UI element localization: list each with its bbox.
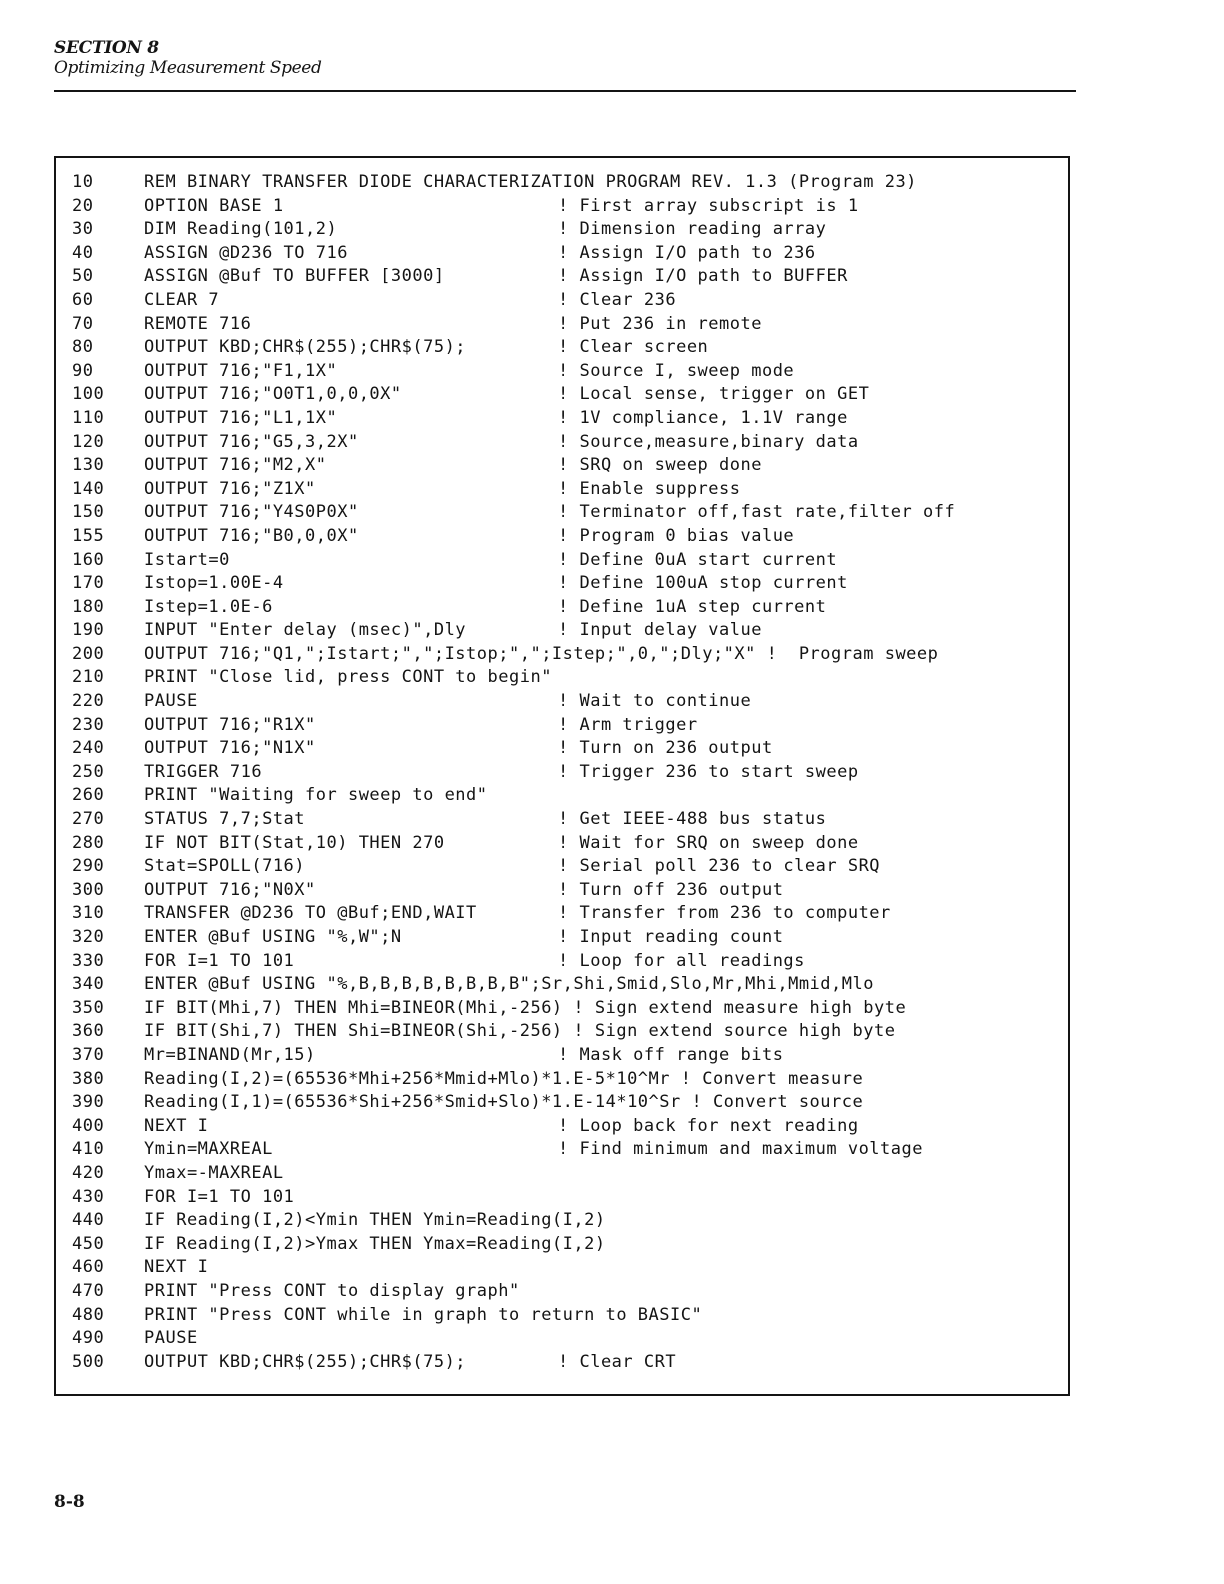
code-line	[56, 808, 1068, 832]
line-comment: ! Define 1uA step current	[558, 596, 827, 617]
line-number: 360	[72, 1021, 105, 1042]
line-number: 110	[72, 407, 105, 428]
line-number: 20	[72, 195, 94, 216]
header-divider	[54, 90, 1076, 92]
line-statement: OUTPUT 716;"B0,0,0X"	[144, 525, 359, 546]
line-comment: ! Input reading count	[558, 927, 784, 947]
code-line	[56, 1115, 1068, 1139]
line-number: 280	[72, 832, 105, 853]
line-statement: OUTPUT 716;"L1,1X"	[144, 407, 338, 428]
line-statement: OUTPUT 716;"N1X"	[144, 738, 316, 759]
code-line	[56, 973, 1068, 997]
line-number: 390	[72, 1092, 105, 1113]
code-line	[56, 1020, 1068, 1044]
line-number: 380	[72, 1068, 105, 1089]
line-number: 50	[72, 266, 94, 287]
line-statement: OUTPUT 716;"F1,1X"	[144, 360, 338, 381]
line-number: 130	[72, 455, 105, 476]
code-line	[56, 926, 1068, 950]
line-number: 410	[72, 1139, 105, 1160]
code-line	[56, 1162, 1068, 1186]
line-statement: ENTER @Buf USING "%,B,B,B,B,B,B,B,B";Sr,Shi,Smid,Slo,Mr,Mhi,Mmid,Mlo	[144, 974, 874, 995]
section-title: Optimizing Measurement Speed	[54, 58, 322, 78]
code-line	[56, 737, 1068, 761]
code-line	[56, 383, 1068, 407]
line-comment: ! Source I, sweep mode	[558, 360, 795, 381]
page-number: 8-8	[54, 1492, 85, 1512]
line-comment: ! Assign I/O path to 236	[558, 242, 816, 263]
line-number: 450	[72, 1233, 105, 1254]
line-statement: PAUSE	[144, 1328, 198, 1349]
line-comment: ! Serial poll 236 to clear SRQ	[558, 856, 881, 877]
line-statement: IF NOT BIT(Stat,10) THEN 270	[144, 832, 445, 853]
code-line	[56, 407, 1068, 431]
line-statement: IF Reading(I,2)>Ymax THEN Ymax=Reading(I,2)	[144, 1233, 606, 1254]
line-statement: NEXT I	[144, 1257, 209, 1278]
code-line	[56, 619, 1068, 643]
line-number: 150	[72, 502, 105, 523]
code-line	[56, 1327, 1068, 1351]
code-line	[56, 1256, 1068, 1280]
code-line	[56, 289, 1068, 313]
code-line	[56, 1186, 1068, 1210]
line-statement: ASSIGN @Buf TO BUFFER [3000]	[144, 266, 445, 287]
line-statement: OUTPUT 716;"O0T1,0,0,0X"	[144, 384, 402, 405]
line-number: 155	[72, 525, 105, 546]
line-number: 340	[72, 974, 105, 995]
line-statement: INPUT "Enter delay (msec)",Dly	[144, 620, 467, 641]
line-number: 430	[72, 1186, 105, 1207]
line-statement: TRANSFER @D236 TO @Buf;END,WAIT	[144, 903, 477, 924]
line-number: 40	[72, 242, 94, 263]
line-number: 460	[72, 1257, 105, 1278]
code-line	[56, 218, 1068, 242]
line-comment: ! Define 0uA start current	[558, 549, 838, 570]
code-line	[56, 360, 1068, 384]
line-comment: ! Mask off range bits	[558, 1044, 784, 1065]
code-line	[56, 761, 1068, 785]
code-line	[56, 666, 1068, 690]
line-statement: NEXT I	[144, 1115, 209, 1136]
code-lines	[56, 171, 1068, 1374]
line-comment: ! 1V compliance, 1.1V range	[558, 407, 848, 428]
line-number: 470	[72, 1280, 105, 1301]
line-number: 480	[72, 1304, 105, 1325]
line-number: 190	[72, 620, 105, 641]
line-comment: ! Assign I/O path to BUFFER	[558, 266, 848, 287]
line-statement: IF BIT(Shi,7) THEN Shi=BINEOR(Shi,-256) ! Sign extend source high byte	[144, 1021, 896, 1042]
code-line	[56, 454, 1068, 478]
line-statement: PRINT "Close lid, press CONT to begin"	[144, 667, 552, 688]
line-comment: ! Turn on 236 output	[558, 738, 773, 759]
line-comment: ! Terminator off,fast rate,filter off	[558, 502, 956, 523]
line-comment: ! Find minimum and maximum voltage	[558, 1139, 923, 1160]
line-number: 160	[72, 549, 105, 570]
line-number: 170	[72, 573, 105, 594]
line-comment: ! Dimension reading array	[558, 219, 827, 240]
section-label: SECTION 8	[54, 38, 159, 58]
line-statement: REMOTE 716	[144, 313, 252, 334]
code-line	[56, 1091, 1068, 1115]
code-line	[56, 501, 1068, 525]
line-comment: ! Clear screen	[558, 337, 709, 358]
code-line	[56, 784, 1068, 808]
line-number: 240	[72, 738, 105, 759]
line-number: 180	[72, 596, 105, 617]
line-comment: ! Local sense, trigger on GET	[558, 384, 870, 405]
line-comment: ! Program 0 bias value	[558, 525, 795, 546]
line-statement: PRINT "Press CONT while in graph to return to BASIC"	[144, 1304, 703, 1325]
line-number: 230	[72, 714, 105, 735]
line-statement: OUTPUT 716;"M2,X"	[144, 455, 327, 476]
line-statement: OUTPUT 716;"N0X"	[144, 879, 316, 900]
line-comment: ! Input delay value	[558, 620, 762, 641]
line-comment: ! Trigger 236 to start sweep	[558, 761, 859, 782]
line-statement: OUTPUT 716;"G5,3,2X"	[144, 431, 359, 452]
code-line	[56, 1351, 1068, 1375]
code-line	[56, 902, 1068, 926]
line-comment: ! Define 100uA stop current	[558, 573, 848, 594]
code-line	[56, 572, 1068, 596]
line-number: 60	[72, 289, 94, 310]
line-statement: FOR I=1 TO 101	[144, 950, 295, 971]
line-statement: ENTER @Buf USING "%,W";N	[144, 927, 402, 947]
code-line	[56, 690, 1068, 714]
line-statement: OUTPUT KBD;CHR$(255);CHR$(75);	[144, 1351, 467, 1372]
code-line	[56, 431, 1068, 455]
code-line	[56, 1138, 1068, 1162]
line-number: 290	[72, 856, 105, 877]
code-line	[56, 832, 1068, 856]
code-line	[56, 195, 1068, 219]
line-number: 250	[72, 761, 105, 782]
line-number: 350	[72, 997, 105, 1018]
code-line	[56, 1280, 1068, 1304]
code-line	[56, 1304, 1068, 1328]
line-statement: CLEAR 7	[144, 289, 220, 310]
line-statement: Ymin=MAXREAL	[144, 1139, 273, 1160]
line-comment: ! Put 236 in remote	[558, 313, 762, 334]
line-statement: Reading(I,1)=(65536*Shi+256*Smid+Slo)*1.E-14*10^Sr ! Convert source	[144, 1092, 864, 1113]
line-statement: OUTPUT KBD;CHR$(255);CHR$(75);	[144, 337, 467, 358]
line-number: 270	[72, 809, 105, 830]
code-line	[56, 265, 1068, 289]
line-number: 10	[72, 172, 94, 192]
line-number: 120	[72, 431, 105, 452]
code-line	[56, 1044, 1068, 1068]
code-line	[56, 714, 1068, 738]
line-comment: ! Turn off 236 output	[558, 879, 784, 900]
line-number: 100	[72, 384, 105, 405]
code-line	[56, 549, 1068, 573]
code-line	[56, 242, 1068, 266]
code-line	[56, 525, 1068, 549]
line-number: 80	[72, 337, 94, 358]
code-line	[56, 950, 1068, 974]
line-statement: Istop=1.00E-4	[144, 573, 284, 594]
line-number: 370	[72, 1044, 105, 1065]
line-statement: STATUS 7,7;Stat	[144, 809, 306, 830]
line-statement: TRIGGER 716	[144, 761, 263, 782]
line-statement: OUTPUT 716;"Y4S0P0X"	[144, 502, 359, 523]
line-statement: Reading(I,2)=(65536*Mhi+256*Mmid+Mlo)*1.E-5*10^Mr ! Convert measure	[144, 1068, 864, 1089]
line-number: 200	[72, 643, 105, 664]
code-line	[56, 171, 1068, 195]
line-comment: ! Wait to continue	[558, 691, 752, 712]
line-comment: ! Clear CRT	[558, 1351, 677, 1372]
code-line	[56, 1068, 1068, 1092]
line-number: 310	[72, 903, 105, 924]
line-comment: ! Clear 236	[558, 289, 677, 310]
line-statement: Stat=SPOLL(716)	[144, 856, 306, 877]
line-statement: IF BIT(Mhi,7) THEN Mhi=BINEOR(Mhi,-256) ! Sign extend measure high byte	[144, 997, 907, 1018]
line-statement: PAUSE	[144, 691, 198, 712]
line-statement: Istep=1.0E-6	[144, 596, 273, 617]
line-statement: FOR I=1 TO 101	[144, 1186, 295, 1207]
line-statement: ASSIGN @D236 TO 716	[144, 242, 348, 263]
line-comment: ! Loop for all readings	[558, 950, 805, 971]
line-comment: ! Transfer from 236 to computer	[558, 903, 891, 924]
code-line	[56, 997, 1068, 1021]
line-statement: OUTPUT 716;"Z1X"	[144, 478, 316, 499]
line-comment: ! Enable suppress	[558, 478, 741, 499]
code-line	[56, 478, 1068, 502]
line-number: 260	[72, 785, 105, 806]
line-comment: ! Get IEEE-488 bus status	[558, 809, 827, 830]
line-comment: ! Loop back for next reading	[558, 1115, 859, 1136]
line-number: 400	[72, 1115, 105, 1136]
line-comment: ! First array subscript is 1	[558, 195, 859, 216]
line-statement: Istart=0	[144, 549, 230, 570]
line-number: 220	[72, 691, 105, 712]
code-line	[56, 596, 1068, 620]
code-line	[56, 1209, 1068, 1233]
line-statement: PRINT "Waiting for sweep to end"	[144, 785, 488, 806]
code-line	[56, 336, 1068, 360]
line-statement: PRINT "Press CONT to display graph"	[144, 1280, 520, 1301]
line-number: 30	[72, 219, 94, 240]
code-line	[56, 313, 1068, 337]
line-statement: OPTION BASE 1	[144, 195, 284, 216]
code-line	[56, 643, 1068, 667]
line-number: 500	[72, 1351, 105, 1372]
code-line	[56, 1233, 1068, 1257]
line-statement: OUTPUT 716;"Q1,";Istart;",";Istop;",";Istep;",0,";Dly;"X" ! Program sweep	[144, 643, 939, 664]
line-statement: OUTPUT 716;"R1X"	[144, 714, 316, 735]
line-number: 90	[72, 360, 94, 381]
line-statement: Ymax=-MAXREAL	[144, 1162, 284, 1183]
line-number: 320	[72, 927, 105, 947]
line-number: 300	[72, 879, 105, 900]
line-number: 420	[72, 1162, 105, 1183]
line-comment: ! Wait for SRQ on sweep done	[558, 832, 859, 853]
line-statement: REM BINARY TRANSFER DIODE CHARACTERIZATION PROGRAM REV. 1.3 (Program 23)	[144, 172, 917, 192]
line-comment: ! Arm trigger	[558, 714, 698, 735]
line-statement: DIM Reading(101,2)	[144, 219, 338, 240]
line-statement: IF Reading(I,2)<Ymin THEN Ymin=Reading(I,2)	[144, 1210, 606, 1231]
line-number: 140	[72, 478, 105, 499]
line-number: 70	[72, 313, 94, 334]
line-comment: ! SRQ on sweep done	[558, 455, 762, 476]
line-number: 490	[72, 1328, 105, 1349]
line-number: 330	[72, 950, 105, 971]
program-listing	[54, 156, 1070, 1396]
line-statement: Mr=BINAND(Mr,15)	[144, 1044, 316, 1065]
line-number: 210	[72, 667, 105, 688]
line-comment: ! Source,measure,binary data	[558, 431, 859, 452]
code-line	[56, 879, 1068, 903]
code-line	[56, 855, 1068, 879]
line-number: 440	[72, 1210, 105, 1231]
page-header	[54, 38, 1076, 79]
